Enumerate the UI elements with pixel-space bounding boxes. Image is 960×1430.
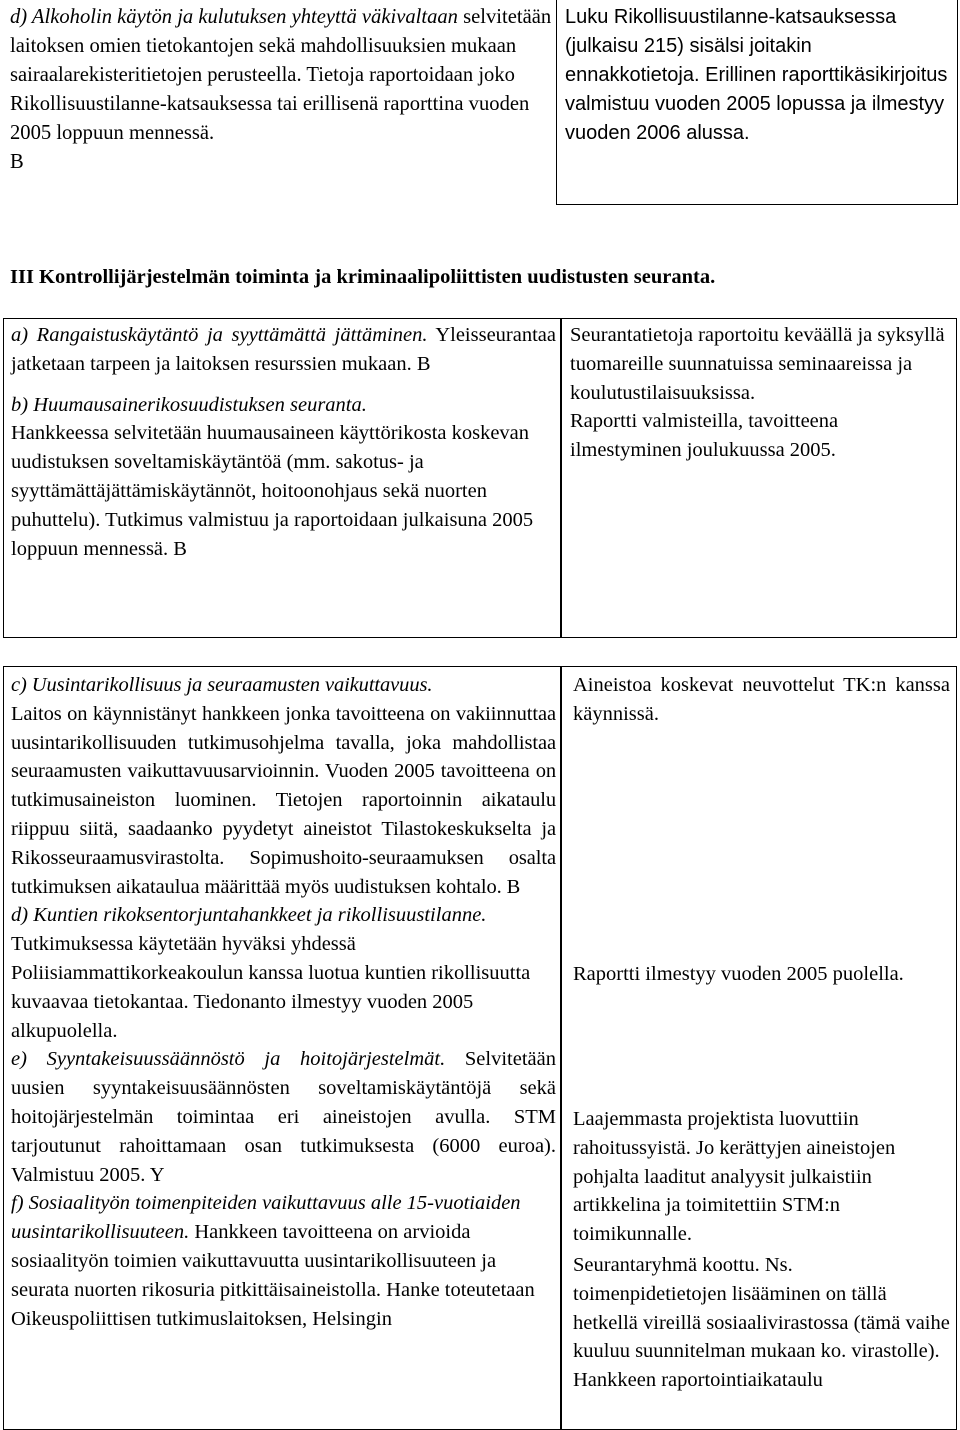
- top-left-grade: B: [10, 151, 24, 173]
- item-a-status: Seurantatietoja raportoitu keväällä ja syksyllä tuomareille suunnatuissa seminaareissa ja koulutustilaisuuksissa.: [570, 324, 945, 404]
- item-b-body: Hankkeessa selvitetään huumausaineen käyttörikosta koskevan uudistuksen soveltamiskäytäntöä (mm. sakotus- ja syyttämättäjättämiskäytännöt, hoitoonohjaus sekä nuorten puhuttelu). Tutkimus valmistuu ja raportoidaan julkaisuna 2005 loppuun mennessä. B: [11, 422, 534, 560]
- top-right-text: Luku Rikollisuustilanne-katsauksessa (julkaisu 215) sisälsi joitakin ennakkotietoja. Erillinen raporttikäsikirjoitus valmistuu vuoden 2005 lopussa ja ilmestyy vuoden 2006 alussa.: [565, 6, 948, 144]
- item-e-body: Selvitetään uusien syyntakeisuusäännösten soveltamiskäytäntöjä sekä hoitojärjestelmän toimintaa eri aineistojen avulla. STM tarjoutunut rahoittamaan osan tutkimuksesta (6000 euroa). Valmistuu 2005. Y: [11, 1048, 556, 1186]
- top-left-cell: [10, 0, 556, 205]
- item-e-title: e) Syyntakeisuussäännöstö ja hoitojärjestelmät.: [11, 1048, 446, 1071]
- top-left-title: d) Alkoholin käytön ja kulutuksen yhteyttä väkivaltaan: [10, 6, 458, 28]
- item-d-status: Raportti ilmestyy vuoden 2005 puolella.: [573, 963, 904, 985]
- item-a-body: Yleisseurantaa jatketaan tarpeen ja laitoksen resurssien mukaan. B: [11, 324, 556, 375]
- item-c: [11, 671, 556, 901]
- item-d-body: Tutkimuksessa käytetään hyväksi yhdessä Poliisiammattikorkeakoulun kanssa luotua kuntien rikollisuutta kuvaavaa tietokantaa. Tiedonanto ilmestyy vuoden 2005 alkupuolella.: [11, 933, 531, 1042]
- top-left-text: [10, 3, 556, 177]
- item-f-title: f) Sosiaalityön toimenpiteiden vaikuttavuus alle 15-vuotiaiden uusintarikollisuuteen.: [11, 1192, 521, 1244]
- item-b: [11, 391, 556, 564]
- block-ab-right: [561, 318, 957, 638]
- block-ab-left: [3, 318, 561, 638]
- top-right-cell: [556, 0, 958, 205]
- item-f-status: Seurantaryhmä koottu. Ns. toimenpidetietojen lisääminen on tällä hetkellä vireillä sosiaalivirastossa (tämä vaihe kuuluu suunnitelman mukaan ko. virastolle). Hankkeen raportointiaikataulu: [573, 1254, 950, 1392]
- section-heading: III Kontrollijärjestelmän toiminta ja kriminaalipoliittisten uudistusten seuranta.: [10, 266, 716, 288]
- item-a: [11, 321, 556, 379]
- item-b-status: Raportti valmisteilla, tavoitteena ilmestyminen joulukuussa 2005.: [570, 410, 839, 462]
- item-a-title: a) Rangaistuskäytäntö ja syyttämättä jättäminen.: [11, 324, 428, 346]
- item-c-body: Laitos on käynnistänyt hankkeen jonka tavoitteena on vakiinnuttaa uusintarikollisuuden tutkimusohjelma tavalla, joka mahdollistaa seuraamusten vaikuttavuusarvioinnin. Vuoden 2005 tavoitteena on tutkimusaineiston luominen. Tietojen raportoinnin aikataulu riippuu siitä, saadaanko pyydetyt aineistot Tilastokeskukselta ja Rikosseuraamusvirastolta. Sopimushoito-seuraamuksen osalta tutkimuksen aikataulua määrittää myös uudistuksen kohtalo. B: [11, 702, 556, 898]
- item-e-status: Laajemmasta projektista luovuttiin rahoitussyistä. Jo kerättyjen aineistojen pohjalta laaditut analyysit julkaistiin artikkelina ja toimitettiin STM:n toimikunnalle.: [573, 1108, 896, 1246]
- item-c-status: Aineistoa koskevat neuvottelut TK:n kanssa käynnissä.: [573, 674, 950, 725]
- block-cf-left: [3, 666, 561, 1430]
- item-d-title: d) Kuntien rikoksentorjuntahankkeet ja rikollisuustilanne.: [11, 904, 487, 927]
- item-b-title: b) Huumausainerikosuudistuksen seuranta.: [11, 393, 367, 416]
- block-cf-right: [561, 666, 957, 1430]
- item-d: [11, 901, 556, 1045]
- item-f-body: Hankkeen tavoitteena on arvioida sosiaalityön toimien vaikuttavuutta uusintarikollisuuteen ja seurata nuorten rikosuria pitkittäisaineistolla. Hanke toteutetaan Oikeuspoliittisen tutkimuslaitoksen, Helsingin: [11, 1221, 535, 1330]
- top-left-body: selvitetään laitoksen omien tietokantojen sekä mahdollisuuksien mukaan sairaalarekisteritietojen perusteella. Tietoja raportoidaan joko Rikollisuustilanne-katsauksessa tai erillisenä raporttina vuoden 2005 loppuun mennessä.: [10, 6, 552, 144]
- item-f: [11, 1189, 556, 1333]
- item-e: [11, 1045, 556, 1189]
- item-c-title: c) Uusintarikollisuus ja seuraamusten vaikuttavuus.: [11, 674, 433, 696]
